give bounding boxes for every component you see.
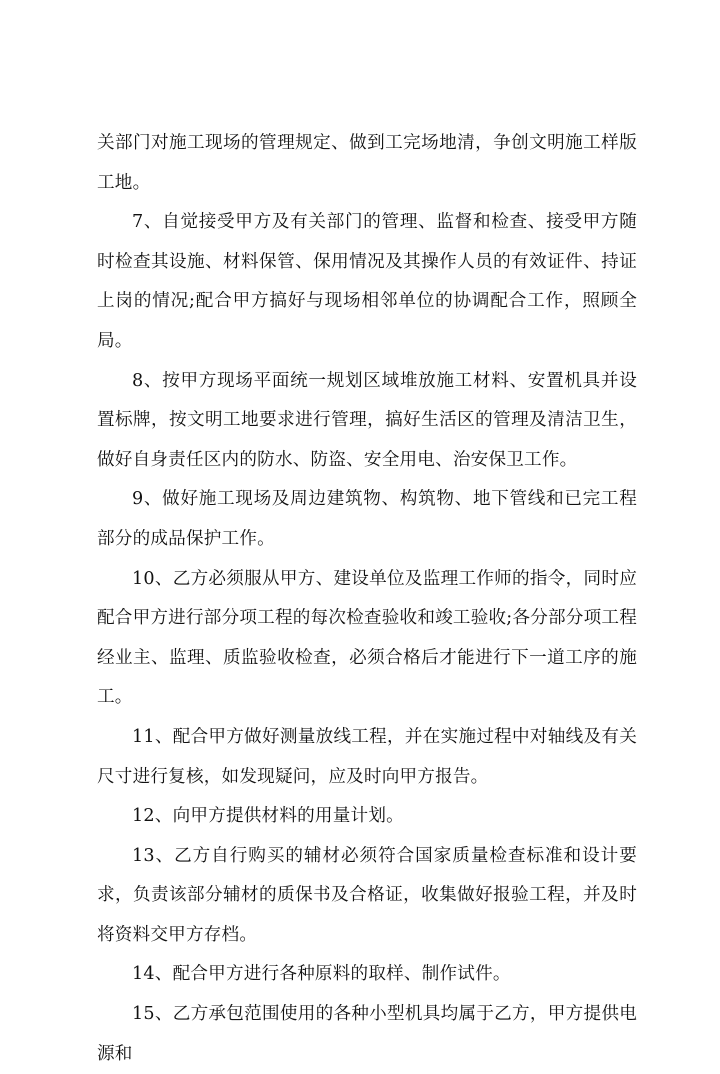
paragraph-item-11: 11、配合甲方做好测量放线工程，并在实施过程中对轴线及有关尺寸进行复核，如发现疑问，应及时向甲方报告。 bbox=[97, 726, 637, 787]
paragraph-item-9: 9、做好施工现场及周边建筑物、构筑物、地下管线和已完工程部分的成品保护工作。 bbox=[97, 489, 637, 549]
paragraph-item-13: 13、乙方自行购买的辅材必须符合国家质量检查标准和设计要求，负责该部分辅材的质保书及合格证，收集做好报验工程，并及时将资料交甲方存档。 bbox=[97, 845, 637, 945]
paragraph-item-7: 7、自觉接受甲方及有关部门的管理、监督和检查、接受甲方随时检查其设施、材料保管、保用情况及其操作人员的有效证件、持证上岗的情况;配合甲方搞好与现场相邻单位的协调配合工作，照顾全局。 bbox=[97, 212, 637, 351]
paragraph-continuation: 关部门对施工现场的管理规定、做到工完场地清，争创文明施工样版工地。 bbox=[97, 133, 637, 193]
paragraph-item-8: 8、按甲方现场平面统一规划区域堆放施工材料、安置机具并设置标牌，按文明工地要求进行管理，搞好生活区的管理及清洁卫生，做好自身责任区内的防水、防盗、安全用电、治安保卫工作。 bbox=[97, 370, 637, 470]
paragraph-item-10: 10、乙方必须服从甲方、建设单位及监理工作师的指令，同时应配合甲方进行部分项工程的每次检查验收和竣工验收;各分部分项工程经业主、监理、质监验收检查，必须合格后才能进行下一道工序的施工。 bbox=[97, 568, 637, 708]
paragraph-item-15: 15、乙方承包范围使用的各种小型机具均属于乙方，甲方提供电源和 bbox=[97, 1004, 637, 1064]
document-body bbox=[97, 124, 637, 1074]
paragraph-item-12: 12、向甲方提供材料的用量计划。 bbox=[132, 806, 404, 827]
paragraph-item-14: 14、配合甲方进行各种原料的取样、制作试件。 bbox=[132, 964, 511, 985]
